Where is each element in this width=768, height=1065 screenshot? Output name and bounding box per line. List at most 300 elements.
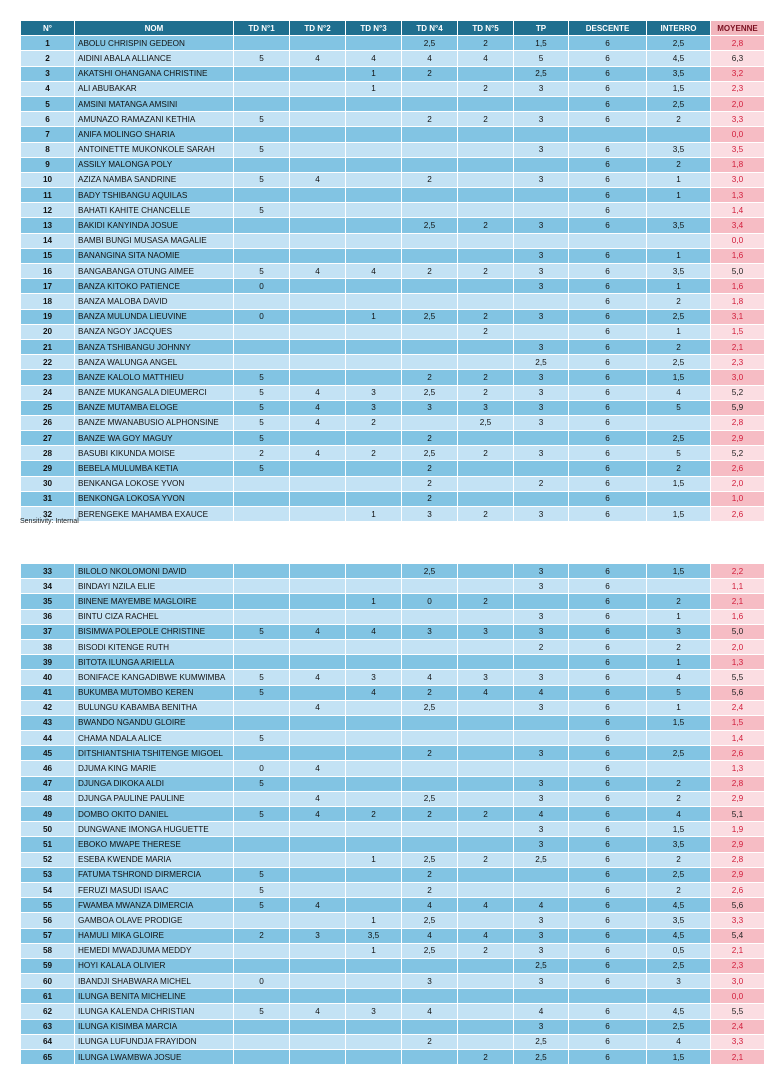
cell-moyenne: 2,2 [711, 564, 765, 579]
cell-interro: 2,5 [647, 355, 711, 370]
cell-td1: 5 [234, 731, 290, 746]
cell-tp [514, 867, 569, 882]
cell-moyenne: 5,5 [711, 1004, 765, 1019]
table-row [21, 715, 765, 730]
cell-tp: 4 [514, 1004, 569, 1019]
cell-interro: 2,5 [647, 1019, 711, 1034]
cell-td4: 4 [402, 898, 458, 913]
cell-td4: 2 [402, 685, 458, 700]
cell-td5 [458, 867, 514, 882]
cell-td2 [290, 309, 346, 324]
cell-nom: BWANDO NGANDU GLOIRE [75, 715, 234, 730]
cell-nom: BADY TSHIBANGU AQUILAS [75, 188, 234, 203]
cell-interro: 2 [647, 791, 711, 806]
cell-td1: 5 [234, 867, 290, 882]
cell-moyenne: 5,0 [711, 264, 765, 279]
cell-nom: BONIFACE KANGADIBWE KUMWIMBA [75, 670, 234, 685]
cell-interro [647, 127, 711, 142]
cell-td1: 2 [234, 928, 290, 943]
cell-td2 [290, 943, 346, 958]
cell-moyenne: 2,0 [711, 96, 765, 111]
cell-td5: 2 [458, 218, 514, 233]
cell-num: 52 [21, 852, 75, 867]
cell-num: 22 [21, 355, 75, 370]
cell-interro: 2 [647, 639, 711, 654]
cell-interro [647, 579, 711, 594]
cell-nom: BANZA KITOKO PATIENCE [75, 279, 234, 294]
table-row [21, 1050, 765, 1065]
cell-descente: 6 [569, 66, 647, 81]
cell-descente: 6 [569, 715, 647, 730]
cell-tp: 3 [514, 624, 569, 639]
cell-td3 [346, 746, 402, 761]
cell-td3: 3,5 [346, 928, 402, 943]
cell-moyenne: 2,8 [711, 776, 765, 791]
cell-tp: 3 [514, 446, 569, 461]
cell-td5: 2 [458, 324, 514, 339]
cell-td2 [290, 324, 346, 339]
table-row [21, 579, 765, 594]
cell-interro: 1 [647, 188, 711, 203]
cell-td4: 2 [402, 172, 458, 187]
cell-td2 [290, 974, 346, 989]
cell-num: 40 [21, 670, 75, 685]
cell-moyenne: 1,3 [711, 655, 765, 670]
table-row [21, 958, 765, 973]
cell-num: 14 [21, 233, 75, 248]
cell-tp: 2,5 [514, 66, 569, 81]
cell-descente: 6 [569, 958, 647, 973]
cell-descente: 6 [569, 188, 647, 203]
cell-tp [514, 882, 569, 897]
cell-td3 [346, 476, 402, 491]
cell-moyenne: 2,3 [711, 355, 765, 370]
cell-tp [514, 989, 569, 1004]
cell-moyenne: 3,3 [711, 112, 765, 127]
cell-descente: 6 [569, 248, 647, 263]
cell-td4 [402, 233, 458, 248]
cell-num: 30 [21, 476, 75, 491]
cell-td2: 4 [290, 807, 346, 822]
header-descente: DESCENTE [569, 21, 647, 36]
cell-descente: 6 [569, 324, 647, 339]
cell-interro [647, 415, 711, 430]
cell-td3 [346, 655, 402, 670]
cell-td4: 2 [402, 882, 458, 897]
cell-tp [514, 461, 569, 476]
cell-tp [514, 431, 569, 446]
cell-td1 [234, 1019, 290, 1034]
cell-td4: 0 [402, 594, 458, 609]
cell-td4: 4 [402, 51, 458, 66]
cell-td4: 2 [402, 807, 458, 822]
cell-td2: 4 [290, 446, 346, 461]
cell-td3 [346, 882, 402, 897]
cell-descente: 6 [569, 461, 647, 476]
cell-nom: DJUNGA DIKOKA ALDI [75, 776, 234, 791]
cell-td4: 2,5 [402, 700, 458, 715]
cell-td4: 2,5 [402, 309, 458, 324]
cell-tp: 3 [514, 279, 569, 294]
cell-td4: 2 [402, 746, 458, 761]
cell-td4: 2,5 [402, 852, 458, 867]
cell-td4 [402, 776, 458, 791]
cell-td1 [234, 1050, 290, 1065]
cell-tp: 3 [514, 370, 569, 385]
cell-tp: 3 [514, 172, 569, 187]
cell-nom: DJUMA KING MARIE [75, 761, 234, 776]
cell-td5: 2 [458, 112, 514, 127]
cell-interro: 3 [647, 974, 711, 989]
cell-td5: 2 [458, 507, 514, 522]
cell-descente: 6 [569, 1004, 647, 1019]
table-row [21, 127, 765, 142]
cell-moyenne: 2,6 [711, 746, 765, 761]
cell-td1: 5 [234, 51, 290, 66]
cell-td5 [458, 746, 514, 761]
cell-nom: BUKUMBA MUTOMBO KEREN [75, 685, 234, 700]
cell-td5 [458, 989, 514, 1004]
cell-tp: 3 [514, 142, 569, 157]
cell-interro: 2 [647, 776, 711, 791]
cell-nom: BANANGINA SITA NAOMIE [75, 248, 234, 263]
cell-moyenne: 1,9 [711, 822, 765, 837]
cell-interro: 5 [647, 400, 711, 415]
cell-td2: 4 [290, 385, 346, 400]
cell-descente: 6 [569, 761, 647, 776]
cell-td4: 2 [402, 476, 458, 491]
cell-moyenne: 5,2 [711, 446, 765, 461]
cell-tp: 3 [514, 746, 569, 761]
cell-td3 [346, 776, 402, 791]
cell-td5: 2,5 [458, 415, 514, 430]
cell-td1 [234, 339, 290, 354]
cell-interro: 5 [647, 446, 711, 461]
cell-td2 [290, 188, 346, 203]
cell-interro: 3,5 [647, 264, 711, 279]
table-row [21, 415, 765, 430]
table-row [21, 96, 765, 111]
cell-td3 [346, 491, 402, 506]
table-row [21, 974, 765, 989]
cell-td2 [290, 639, 346, 654]
cell-descente: 6 [569, 36, 647, 51]
cell-nom: BINTU CIZA RACHEL [75, 609, 234, 624]
cell-td5: 2 [458, 309, 514, 324]
cell-td4 [402, 822, 458, 837]
cell-td2 [290, 594, 346, 609]
table-row [21, 36, 765, 51]
cell-td2 [290, 1050, 346, 1065]
cell-td5 [458, 96, 514, 111]
cell-td1 [234, 655, 290, 670]
cell-num: 54 [21, 882, 75, 897]
table-row [21, 142, 765, 157]
cell-td1 [234, 594, 290, 609]
cell-interro: 3,5 [647, 837, 711, 852]
cell-descente: 6 [569, 882, 647, 897]
cell-descente: 6 [569, 203, 647, 218]
cell-td5 [458, 913, 514, 928]
cell-num: 56 [21, 913, 75, 928]
cell-nom: DOMBO OKITO DANIEL [75, 807, 234, 822]
cell-moyenne: 1,6 [711, 279, 765, 294]
cell-tp: 3 [514, 670, 569, 685]
cell-tp: 2,5 [514, 355, 569, 370]
cell-interro: 2 [647, 112, 711, 127]
cell-moyenne: 3,5 [711, 142, 765, 157]
table-row [21, 264, 765, 279]
cell-tp: 3 [514, 385, 569, 400]
cell-num: 1 [21, 36, 75, 51]
cell-interro: 2,5 [647, 96, 711, 111]
cell-td5: 2 [458, 594, 514, 609]
cell-td2 [290, 127, 346, 142]
cell-descente: 6 [569, 264, 647, 279]
cell-nom: HOYI KALALA OLIVIER [75, 958, 234, 973]
cell-interro: 2,5 [647, 431, 711, 446]
cell-descente: 6 [569, 852, 647, 867]
cell-td3 [346, 36, 402, 51]
table-row [21, 370, 765, 385]
cell-descente: 6 [569, 81, 647, 96]
cell-descente: 6 [569, 898, 647, 913]
cell-td3 [346, 731, 402, 746]
cell-num: 43 [21, 715, 75, 730]
cell-td1 [234, 157, 290, 172]
cell-td4 [402, 1019, 458, 1034]
cell-td3 [346, 339, 402, 354]
cell-moyenne: 3,0 [711, 974, 765, 989]
cell-nom: BANZA TSHIBANGU JOHNNY [75, 339, 234, 354]
cell-num: 31 [21, 491, 75, 506]
cell-td5 [458, 882, 514, 897]
cell-interro: 1,5 [647, 476, 711, 491]
cell-nom: BANZA NGOY JACQUES [75, 324, 234, 339]
cell-num: 12 [21, 203, 75, 218]
cell-td3 [346, 974, 402, 989]
cell-td4 [402, 127, 458, 142]
cell-descente: 6 [569, 670, 647, 685]
table-row [21, 218, 765, 233]
cell-interro: 1 [647, 248, 711, 263]
cell-td3: 4 [346, 624, 402, 639]
cell-descente: 6 [569, 339, 647, 354]
header-moyenne: MOYENNE [711, 21, 765, 36]
cell-tp: 4 [514, 898, 569, 913]
cell-nom: BAMBI BUNGI MUSASA MAGALIE [75, 233, 234, 248]
cell-td1: 5 [234, 400, 290, 415]
cell-moyenne: 3,0 [711, 172, 765, 187]
cell-td3 [346, 822, 402, 837]
header-td1: TD N°1 [234, 21, 290, 36]
cell-tp: 3 [514, 928, 569, 943]
cell-descente: 6 [569, 96, 647, 111]
table-row [21, 609, 765, 624]
cell-tp: 3 [514, 309, 569, 324]
cell-descente: 6 [569, 142, 647, 157]
table-row [21, 624, 765, 639]
cell-descente: 6 [569, 974, 647, 989]
table-row [21, 1019, 765, 1034]
cell-num: 18 [21, 294, 75, 309]
cell-tp: 2,5 [514, 1050, 569, 1065]
cell-tp: 3 [514, 579, 569, 594]
cell-td1 [234, 507, 290, 522]
cell-tp: 3 [514, 415, 569, 430]
cell-moyenne: 1,5 [711, 715, 765, 730]
cell-interro: 3,5 [647, 913, 711, 928]
cell-td2 [290, 715, 346, 730]
cell-td4 [402, 731, 458, 746]
cell-tp [514, 715, 569, 730]
cell-td4 [402, 1050, 458, 1065]
cell-nom: BAKIDI KANYINDA JOSUE [75, 218, 234, 233]
cell-td5: 2 [458, 36, 514, 51]
cell-td5: 2 [458, 807, 514, 822]
cell-td5 [458, 761, 514, 776]
cell-nom: ESEBA KWENDE MARIA [75, 852, 234, 867]
cell-nom: BEBELA MULUMBA KETIA [75, 461, 234, 476]
cell-td2 [290, 476, 346, 491]
table-row [21, 172, 765, 187]
cell-tp [514, 188, 569, 203]
cell-moyenne: 1,0 [711, 491, 765, 506]
cell-interro: 3 [647, 624, 711, 639]
table-row [21, 233, 765, 248]
cell-td5 [458, 127, 514, 142]
cell-td3 [346, 142, 402, 157]
cell-td3: 1 [346, 913, 402, 928]
cell-num: 39 [21, 655, 75, 670]
cell-nom: DITSHIANTSHIA TSHITENGE MIGOEL [75, 746, 234, 761]
cell-descente [569, 127, 647, 142]
cell-moyenne: 2,4 [711, 700, 765, 715]
cell-moyenne: 2,1 [711, 943, 765, 958]
cell-tp: 2,5 [514, 958, 569, 973]
cell-td4 [402, 188, 458, 203]
cell-td3: 1 [346, 943, 402, 958]
cell-td1 [234, 958, 290, 973]
cell-nom: AMSINI MATANGA AMSINI [75, 96, 234, 111]
cell-interro [647, 203, 711, 218]
cell-td2 [290, 142, 346, 157]
cell-nom: BANZE MUKANGALA DIEUMERCI [75, 385, 234, 400]
cell-nom: BENKANGA LOKOSE YVON [75, 476, 234, 491]
cell-td1 [234, 913, 290, 928]
cell-interro [647, 731, 711, 746]
cell-td4 [402, 639, 458, 654]
cell-num: 48 [21, 791, 75, 806]
cell-td5 [458, 491, 514, 506]
cell-td2 [290, 248, 346, 263]
cell-tp [514, 127, 569, 142]
table-row [21, 446, 765, 461]
cell-descente: 6 [569, 112, 647, 127]
cell-descente: 6 [569, 385, 647, 400]
table-row [21, 852, 765, 867]
table-row [21, 776, 765, 791]
cell-td4: 2,5 [402, 446, 458, 461]
cell-num: 16 [21, 264, 75, 279]
cell-td5 [458, 476, 514, 491]
cell-td3 [346, 564, 402, 579]
cell-td3: 2 [346, 446, 402, 461]
cell-descente: 6 [569, 913, 647, 928]
cell-interro: 2,5 [647, 309, 711, 324]
cell-td2: 4 [290, 51, 346, 66]
cell-td3: 1 [346, 507, 402, 522]
cell-descente: 6 [569, 579, 647, 594]
cell-moyenne: 3,0 [711, 370, 765, 385]
cell-nom: BISODI KITENGE RUTH [75, 639, 234, 654]
cell-td1 [234, 66, 290, 81]
cell-td4: 2 [402, 112, 458, 127]
cell-interro: 0,5 [647, 943, 711, 958]
cell-num: 61 [21, 989, 75, 1004]
cell-descente: 6 [569, 476, 647, 491]
cell-td4 [402, 294, 458, 309]
cell-td3 [346, 1050, 402, 1065]
cell-moyenne: 2,6 [711, 461, 765, 476]
cell-td5 [458, 579, 514, 594]
table-row [21, 670, 765, 685]
cell-interro: 1,5 [647, 564, 711, 579]
table-row [21, 279, 765, 294]
table-row [21, 761, 765, 776]
cell-td5 [458, 188, 514, 203]
cell-td4 [402, 355, 458, 370]
header-nom: NOM [75, 21, 234, 36]
cell-descente: 6 [569, 491, 647, 506]
cell-td3: 3 [346, 670, 402, 685]
cell-tp: 3 [514, 791, 569, 806]
header-tp: TP [514, 21, 569, 36]
cell-num: 8 [21, 142, 75, 157]
cell-td2: 4 [290, 1004, 346, 1019]
cell-td3 [346, 218, 402, 233]
cell-td1 [234, 791, 290, 806]
cell-td2: 4 [290, 172, 346, 187]
cell-descente: 6 [569, 446, 647, 461]
cell-moyenne: 3,4 [711, 218, 765, 233]
cell-interro: 1,5 [647, 370, 711, 385]
cell-tp: 3 [514, 943, 569, 958]
cell-td4: 2 [402, 491, 458, 506]
cell-td3 [346, 898, 402, 913]
table-row [21, 324, 765, 339]
cell-td4: 3 [402, 974, 458, 989]
cell-td5: 3 [458, 624, 514, 639]
cell-num: 21 [21, 339, 75, 354]
cell-moyenne: 2,9 [711, 791, 765, 806]
cell-num: 20 [21, 324, 75, 339]
cell-moyenne: 2,9 [711, 431, 765, 446]
cell-td5 [458, 837, 514, 852]
table-row [21, 913, 765, 928]
cell-td2 [290, 776, 346, 791]
cell-td5 [458, 700, 514, 715]
cell-moyenne: 1,6 [711, 248, 765, 263]
cell-nom: FWAMBA MWANZA DIMERCIA [75, 898, 234, 913]
cell-td2 [290, 431, 346, 446]
cell-num: 6 [21, 112, 75, 127]
cell-num: 15 [21, 248, 75, 263]
cell-td3: 1 [346, 852, 402, 867]
cell-nom: AIDINI ABALA ALLIANCE [75, 51, 234, 66]
cell-num: 42 [21, 700, 75, 715]
cell-moyenne: 1,4 [711, 203, 765, 218]
